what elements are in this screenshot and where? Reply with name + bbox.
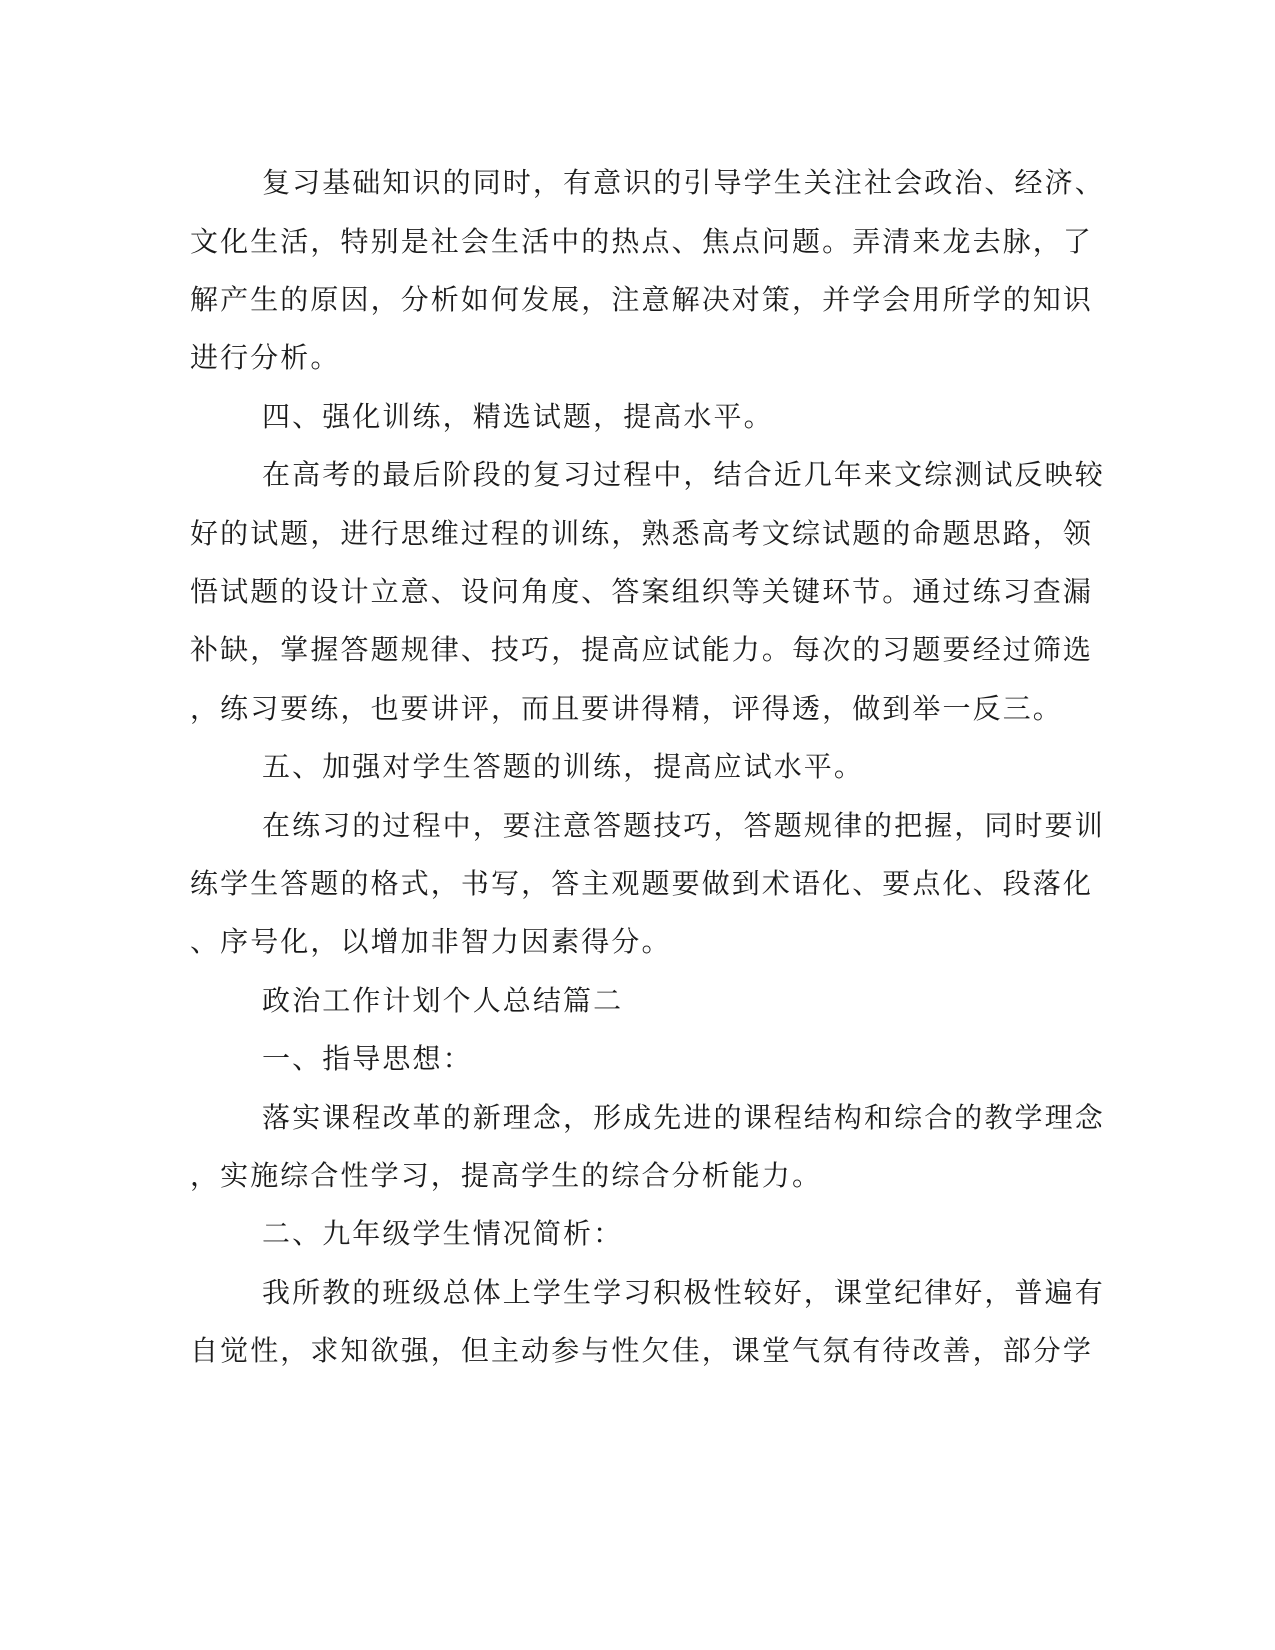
section-heading: 二、九年级学生情况简析： <box>262 1217 624 1250</box>
section-heading: 一、指导思想： <box>262 1042 473 1075</box>
paragraph-line: 在练习的过程中，要注意答题技巧，答题规律的把握，同时要训 <box>262 809 1105 842</box>
section-heading: 四、强化训练，精选试题，提高水平。 <box>262 400 774 433</box>
paragraph-line: 悟试题的设计立意、设问角度、答案组织等关键环节。通过练习查漏 <box>190 575 1094 608</box>
paragraph-line: 好的试题，进行思维过程的训练，熟悉高考文综试题的命题思路，领 <box>190 517 1094 550</box>
paragraph-line: 落实课程改革的新理念，形成先进的课程结构和综合的教学理念 <box>262 1101 1105 1134</box>
section-heading: 五、加强对学生答题的训练，提高应试水平。 <box>262 750 865 783</box>
paragraph-line: 解产生的原因，分析如何发展，注意解决对策，并学会用所学的知识 <box>190 283 1094 316</box>
article-title: 政治工作计划个人总结篇二 <box>262 984 624 1017</box>
paragraph-line: 复习基础知识的同时，有意识的引导学生关注社会政治、经济、 <box>262 166 1105 199</box>
paragraph-line: ，实施综合性学习，提高学生的综合分析能力。 <box>190 1159 823 1192</box>
paragraph-line: 在高考的最后阶段的复习过程中，结合近几年来文综测试反映较 <box>262 458 1105 491</box>
paragraph-line: 练学生答题的格式，书写，答主观题要做到术语化、要点化、段落化 <box>190 867 1094 900</box>
paragraph-line: ，练习要练，也要讲评，而且要讲得精，评得透，做到举一反三。 <box>190 692 1063 725</box>
paragraph-line: 文化生活，特别是社会生活中的热点、焦点问题。弄清来龙去脉，了 <box>190 225 1094 258</box>
paragraph-line: 自觉性，求知欲强，但主动参与性欠佳，课堂气氛有待改善，部分学 <box>190 1334 1094 1367</box>
paragraph-line: 进行分析。 <box>190 341 341 374</box>
paragraph-line: 我所教的班级总体上学生学习积极性较好，课堂纪律好，普遍有 <box>262 1276 1105 1309</box>
paragraph-line: 补缺，掌握答题规律、技巧，提高应试能力。每次的习题要经过筛选 <box>190 633 1094 666</box>
paragraph-line: 、序号化，以增加非智力因素得分。 <box>190 925 672 958</box>
